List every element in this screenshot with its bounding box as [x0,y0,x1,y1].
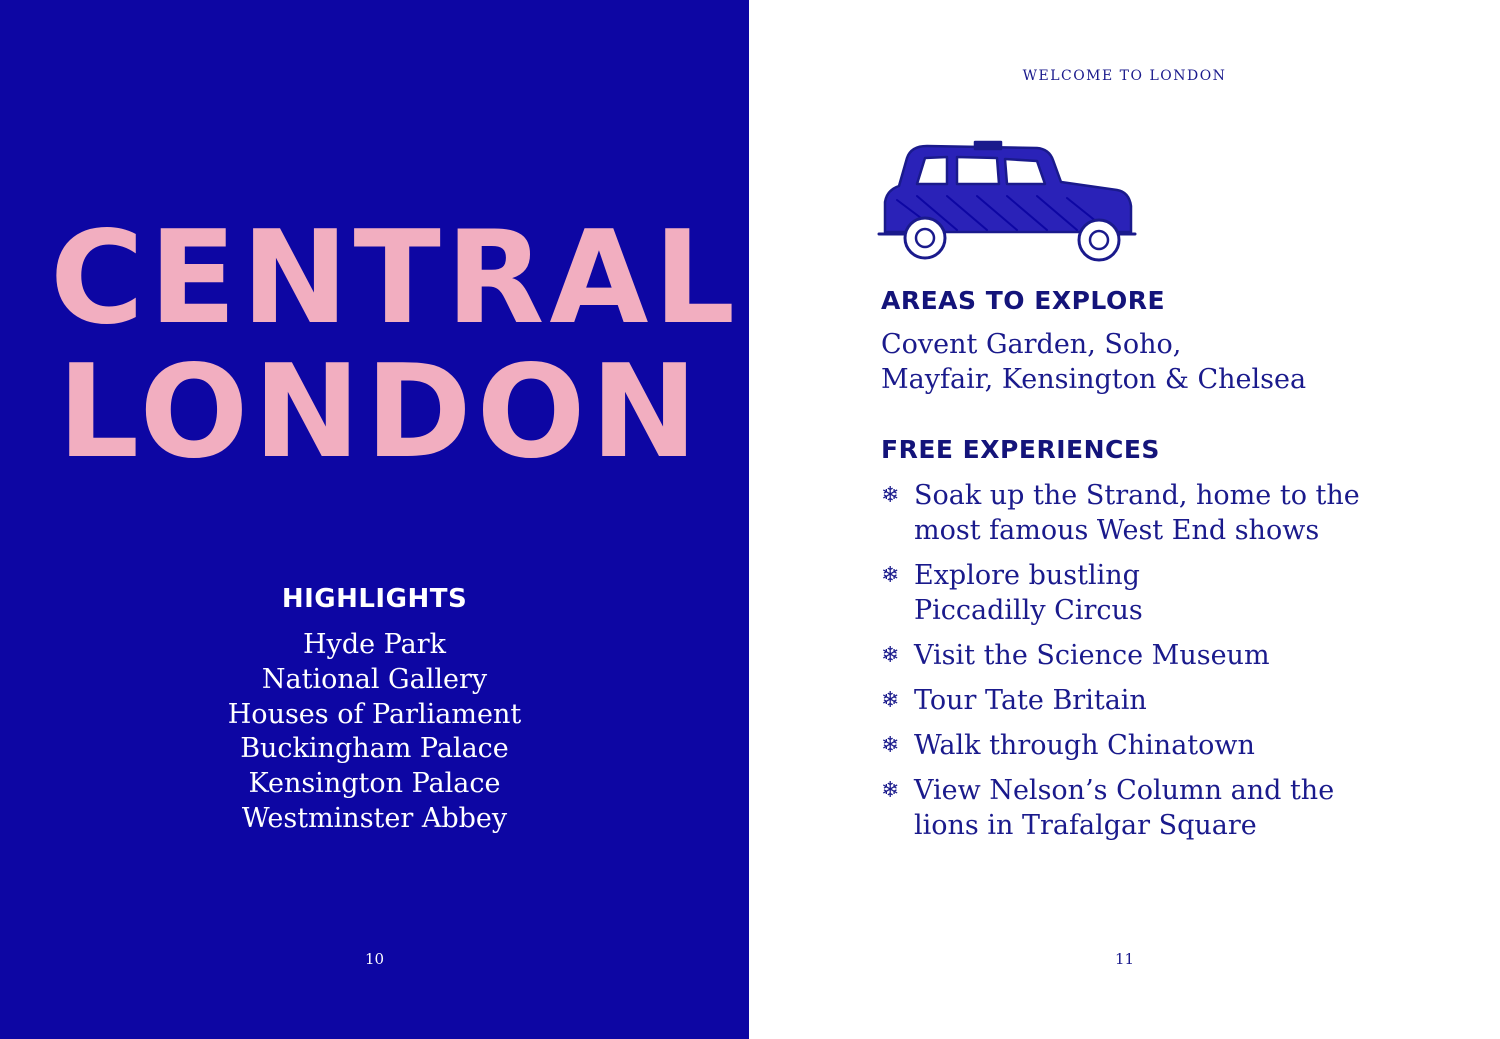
page-title [50,204,740,487]
title-line: LONDON [57,338,703,487]
experience-line: Tour Tate Britain [914,685,1147,716]
experience-line: Walk through Chinatown [914,730,1255,761]
list-item: Hyde Park [303,629,446,660]
experience-line: Soak up the Strand, home to the [914,480,1360,511]
snowflake-icon: ❄ [881,688,900,713]
highlights-section [0,584,749,837]
areas-heading: AREAS TO EXPLORE [881,286,1166,315]
areas-line: Covent Garden, Soho, [881,329,1182,360]
left-page [0,0,749,1039]
taxi-icon [877,140,1137,265]
page-number: 10 [364,950,385,968]
highlights-heading: HIGHLIGHTS [281,584,468,614]
experience-line: most famous West End shows [914,515,1320,546]
snowflake-icon: ❄ [881,778,900,803]
list-item [881,728,1481,763]
list-item [881,478,1481,548]
list-item: Westminster Abbey [241,802,508,834]
areas-text [881,327,1481,397]
list-item [881,773,1481,843]
highlights-list [0,628,749,837]
snowflake-icon: ❄ [881,483,900,508]
experience-line: Visit the Science Museum [914,640,1270,671]
snowflake-icon: ❄ [881,643,900,668]
list-item: Kensington Palace [248,768,501,800]
page-number: 11 [1114,950,1135,968]
experience-line: Piccadilly Circus [914,595,1143,626]
free-experiences-heading: FREE EXPERIENCES [881,435,1160,464]
right-page [749,0,1500,1039]
list-item: National Gallery [261,663,488,695]
list-item [881,558,1481,628]
experience-line: Explore bustling [914,560,1140,591]
experience-line: View Nelson’s Column and the [914,775,1335,806]
snowflake-icon: ❄ [881,563,900,588]
title-line: CENTRAL [50,204,740,353]
experience-line: lions in Trafalgar Square [914,810,1257,841]
areas-line: Mayfair, Kensington & Chelsea [881,364,1307,395]
list-item [881,638,1481,673]
snowflake-icon: ❄ [881,733,900,758]
list-item: Houses of Parliament [227,698,522,730]
list-item: Buckingham Palace [240,733,509,765]
experiences-list [881,478,1481,843]
right-content [881,286,1481,853]
running-head: WELCOME TO LONDON [1022,68,1227,84]
list-item [881,683,1481,718]
